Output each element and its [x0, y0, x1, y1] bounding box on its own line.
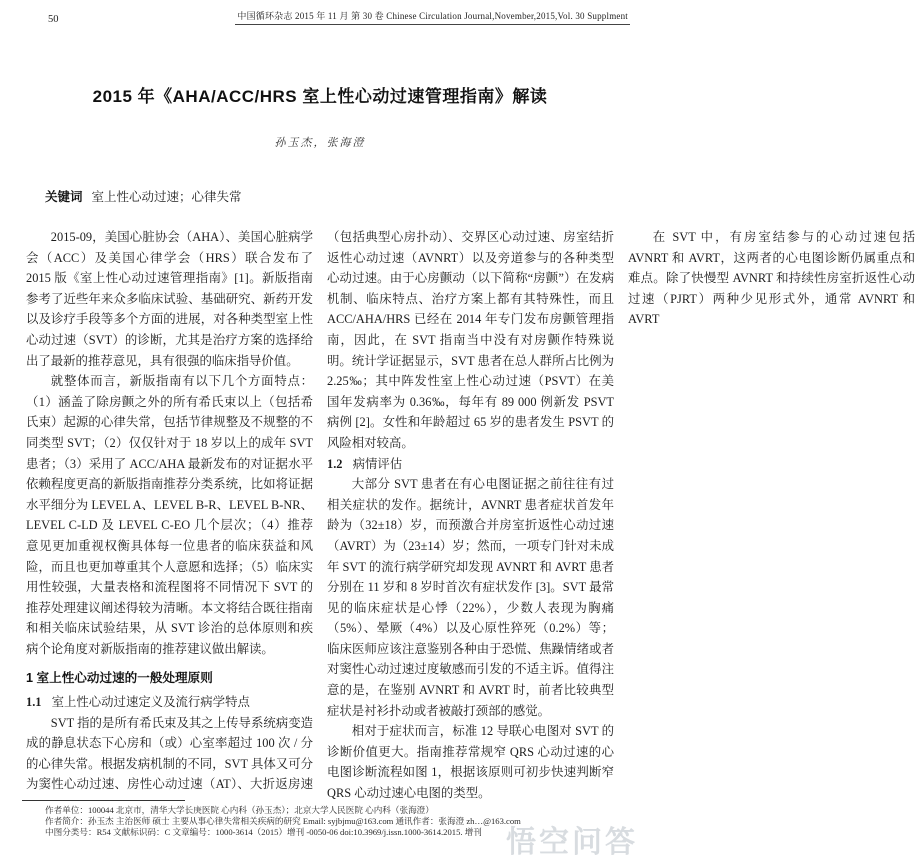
section-number: 1 — [26, 671, 34, 686]
running-head — [0, 0, 640, 25]
subsection-title: 病情评估 — [352, 456, 403, 471]
paragraph-definition: SVT 指的是所有希氏束及其之上传导系统病变造成的静息状态下心房和（或）心室率超过 100 次 / 分的心律失常。根据发病机制的不同，SVT 具体又可分为窦性心动过速、房性心动过速（AT）、大折返房速（包括典型心房扑动）、交界区心动过速、房室结折返性心动过速（AVNRT）以及旁道参与的各种类型心动过速。由于心房颤动（以下简称“房颤”）在发病机制、临床特点、治疗方案上都有其特殊性，而且 ACC/AHA/HRS 已经在 2014 年专门发布房颤管理指南，因此，在 SVT 指南当中没有对房颤作特殊说明。统计学证据显示，SVT 患者在总人群所占比例为 2.25‰；其中阵发性室上性心动过速（PSVT）在美国年发病率为 0.36‰，每年有 89 000 例新发 PSVT 病例 [2]。女性和年龄超过 65 岁的患者发生 PSVT 的风险相对较高。 — [26, 230, 614, 792]
footnote-author-bio: 作者简介：孙玉杰 主治医师 硕士 主要从事心律失常相关疾病的研究 Email: syjbjmu@163.com 通讯作者：张海澄 zh…@163.com — [45, 816, 521, 826]
footnote-author-affiliation: 作者单位：100044 北京市，清华大学长庚医院 心内科（孙玉杰）；北京大学人民医院 心内科（张海澄） — [45, 805, 434, 815]
journal-header-line: 中国循环杂志 2015 年 11 月 第 30 卷 Chinese Circulation Journal,November,2015,Vol. 30 Supplment — [235, 9, 630, 25]
article-authors: 孙玉杰，张海澄 — [274, 137, 366, 149]
keywords-text: 室上性心动过速；心律失常 — [91, 190, 242, 204]
paragraph-assessment: 大部分 SVT 患者在有心电图证据之前往往有过相关症状的发作。据统计，AVNRT 患者症状首发年龄为（32±18）岁，而预激合并房室折返性心动过速（AVRT）为（23±14）岁；然而，一项专门针对未成年 SVT 的流行病学研究却发现 AVNRT 和 AVRT 患者分别在 11 岁和 8 岁时首次有症状发作 [3]。SVT 最常见的临床症状是心悸（22%），少数人表现为胸痛（5%）、晕厥（4%）以及心原性猝死（0.2%）等；临床医师应该注意鉴别各种由于恐慌、焦躁情绪或者对窦性心动过速过度敏感而引发的不适主诉。值得注意的是，在鉴别 AVNRT 和 AVRT 时，前者比较典型症状是衬衫扑动或者被敲打颈部的感觉。 — [327, 477, 614, 718]
subsection-title: 室上性心动过速定义及流行病学特点 — [51, 695, 250, 710]
paragraph-avnrt-avrt: 在 SVT 中，有房室结参与的心动过速包括 AVNRT 和 AVRT，这两者的心电图诊断仍属重点和难点。除了快慢型 AVNRT 和持续性房室折返性心动过速（PJRT）两种少见形式外，通常 AVNRT 和 AVRT — [628, 230, 915, 327]
subsection-number: 1.2 — [327, 456, 343, 471]
page-number: 50 — [48, 14, 59, 25]
keywords-label: 关键词 — [45, 190, 83, 204]
paragraph-ecg: 相对于症状而言，标准 12 导联心电图对 SVT 的诊断价值更大。指南推荐常规窄 QRS 心动过速的心电图诊断流程如图 1，根据该原则可初步快速判断窄 QRS 心动过速心电图的类型。 — [327, 724, 614, 801]
paragraph-intro: 2015-09，美国心脏协会（AHA）、美国心脏病学会（ACC）及美国心律学会（HRS）联合发布了 2015 版《室上性心动过速管理指南》[1]。新版指南参考了近些年来众多临床试验、基础研究、新药开发以及诊疗手段等多个方面的进展，对各种类型室上性心动过速（SVT）的诊断，尤其是治疗方案的选择给出了最新的推荐意见，具有很强的临床指导价值。 — [26, 230, 313, 368]
footnote-classification: 中图分类号：R54 文献标识码：C 文章编号：1000-3614（2015）增刊 -0050-06 doi:10.3969/j.issn.1000-3614.2015. 增刊 — [45, 827, 482, 837]
footnote-lines — [45, 805, 626, 838]
keywords-line — [45, 187, 614, 205]
subsection-heading-1-1 — [26, 692, 313, 713]
article-title: 2015 年《AHA/ACC/HRS 室上性心动过速管理指南》解读 — [92, 87, 548, 106]
watermark: 悟空问答 — [506, 826, 638, 859]
section-title: 室上性心动过速的一般处理原则 — [36, 671, 213, 686]
article-body-columns — [26, 227, 915, 805]
section-heading-1 — [26, 668, 313, 689]
footnote-block — [0, 800, 640, 838]
paragraph-overview: 就整体而言，新版指南有以下几个方面特点：（1）涵盖了除房颤之外的所有希氏束以上（包括希氏束）起源的心律失常，包括节律规整及不规整的不同类型 SVT；（2）仅仅针对于 18 岁以上的成年 SVT 患者；（3）采用了 ACC/AHA 最新发布的对证据水平依赖程度更高的新版指南推荐分类系统，比如将证据水平细分为 LEVEL A、LEVEL B-R、LEVEL B-NR、LEVEL C-LD 及 LEVEL C-EO 几个层次；（4）推荐意见更加重视权衡具体每一位患者的临床获益和风险，而且也更加尊重其个人意愿和选择；（5）临床实用性较强，大量表格和流程图将不同情况下 SVT 的推荐处理建议阐述得较为清晰。本文将结合既往指南和相关临床试验结果，从 SVT 诊治的总体原则和疾病个论角度对新版指南的推荐建议做出解读。 — [26, 374, 313, 656]
footnote-divider — [22, 800, 185, 801]
subsection-number: 1.1 — [26, 695, 42, 710]
subsection-heading-1-2 — [327, 454, 614, 475]
